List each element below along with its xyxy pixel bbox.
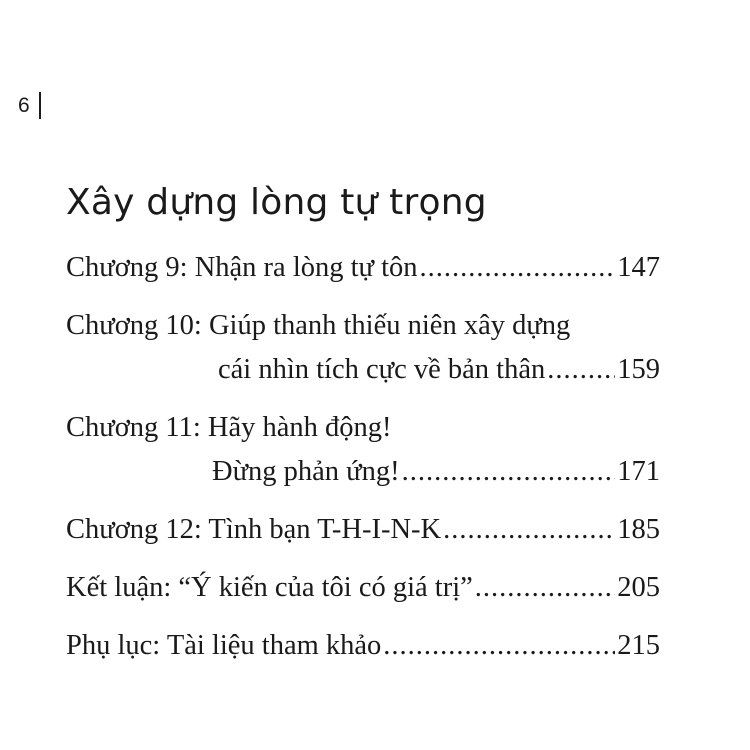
toc-entry-chapter-12 <box>66 514 660 558</box>
toc-entry-label: Chương 10: Giúp thanh thiếu niên xây dựng <box>66 310 571 341</box>
dot-leader <box>547 354 615 386</box>
toc-page-number: 171 <box>617 456 660 487</box>
table-of-contents <box>66 252 660 688</box>
toc-entry-label-continuation: Đừng phản ứng! <box>212 456 400 487</box>
toc-line <box>66 252 660 296</box>
toc-line <box>66 412 660 456</box>
toc-line <box>66 310 660 354</box>
header-divider <box>39 92 41 119</box>
toc-entry-chapter-9 <box>66 252 660 296</box>
dot-leader <box>420 252 616 284</box>
toc-line <box>66 572 660 616</box>
toc-line-continuation <box>66 456 660 500</box>
toc-entry-appendix <box>66 630 660 674</box>
toc-entry-label-continuation: cái nhìn tích cực về bản thân <box>218 354 546 385</box>
toc-entry-chapter-11 <box>66 412 660 500</box>
section-title: Xây dựng lòng tự trọng <box>66 182 487 223</box>
page-number: 6 <box>18 93 30 117</box>
dot-leader <box>475 572 615 604</box>
toc-entry-conclusion <box>66 572 660 616</box>
toc-line <box>66 514 660 558</box>
toc-page-number: 215 <box>617 630 660 661</box>
toc-entry-chapter-10 <box>66 310 660 398</box>
page-header <box>18 92 41 119</box>
toc-entry-label: Chương 12: Tình bạn T-H-I-N-K <box>66 514 442 545</box>
dot-leader <box>443 514 615 546</box>
toc-entry-label: Kết luận: “Ý kiến của tôi có giá trị” <box>66 572 473 603</box>
toc-page-number: 205 <box>617 572 660 603</box>
toc-page-number: 185 <box>617 514 660 545</box>
toc-entry-label: Phụ lục: Tài liệu tham khảo <box>66 630 382 661</box>
toc-entry-label: Chương 11: Hãy hành động! <box>66 412 392 443</box>
toc-page-number: 159 <box>617 354 660 385</box>
toc-entry-label: Chương 9: Nhận ra lòng tự tôn <box>66 252 418 283</box>
dot-leader <box>402 456 616 488</box>
toc-line-continuation <box>66 354 660 398</box>
toc-line <box>66 630 660 674</box>
dot-leader <box>383 630 615 662</box>
toc-page-number: 147 <box>617 252 660 283</box>
